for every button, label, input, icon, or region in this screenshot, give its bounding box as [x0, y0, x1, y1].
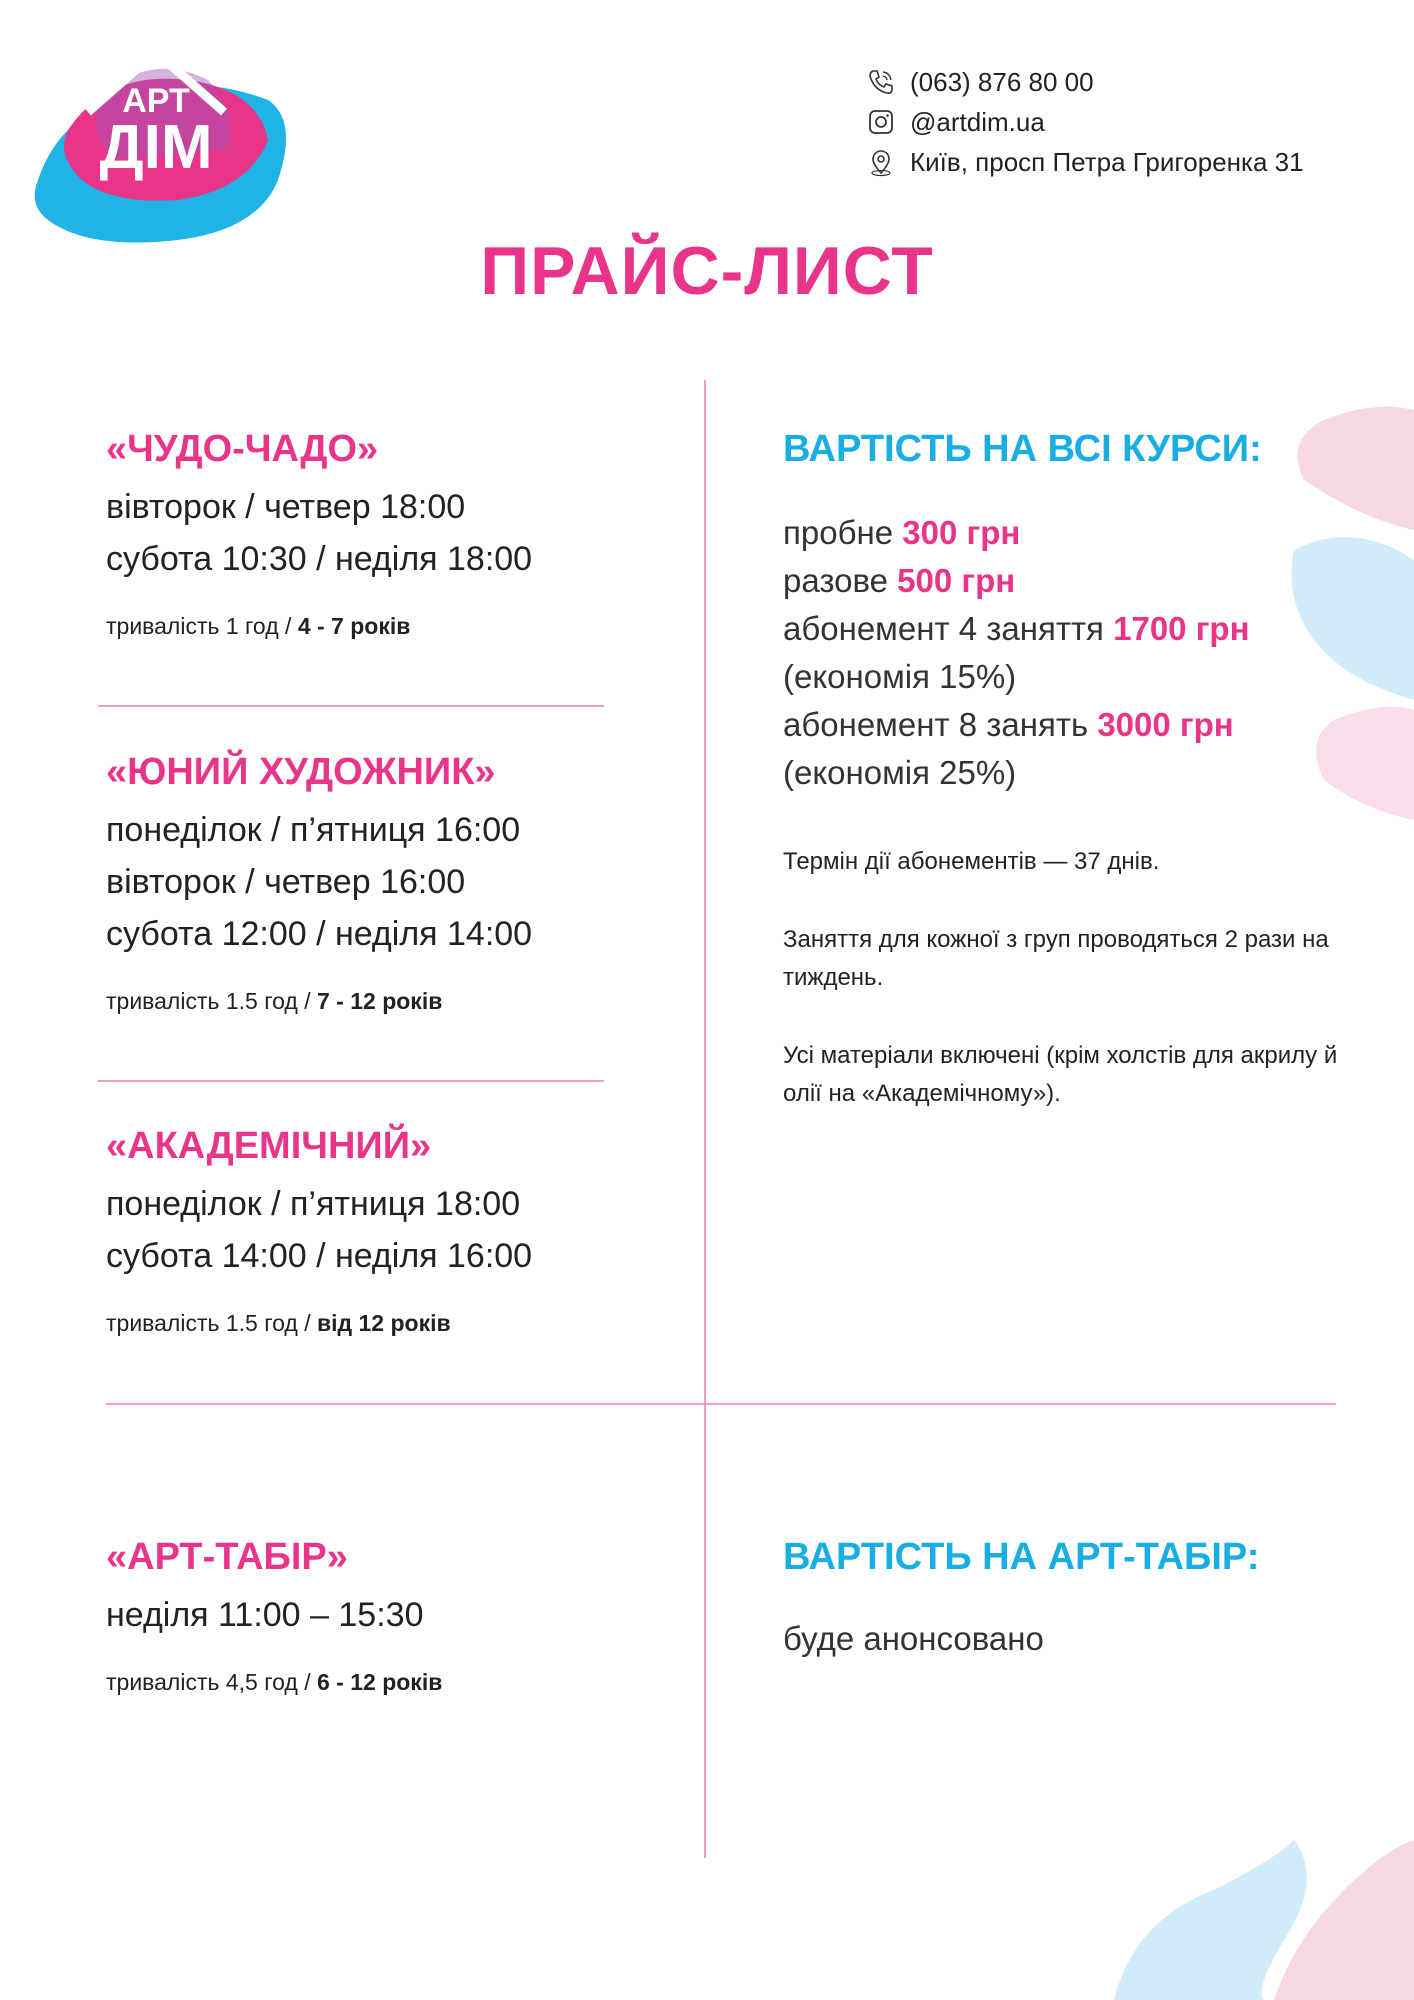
- prices-title: ВАРТІСТЬ НА ВСІ КУРСИ:: [783, 428, 1262, 470]
- camp-meta: [106, 1669, 442, 1696]
- camp-price-value: буде анонсовано: [783, 1620, 1044, 1657]
- price-label: (економія 15%): [783, 658, 1017, 695]
- divider-sections: [106, 1403, 1336, 1405]
- schedule-line: вівторок / четвер 18:00: [106, 488, 466, 526]
- schedule-line: субота 14:00 / неділя 16:00: [106, 1237, 533, 1275]
- age-text: 6 - 12 років: [317, 1669, 443, 1695]
- price-line: [783, 605, 1343, 653]
- course-title: «ЧУДО-ЧАДО»: [106, 428, 379, 470]
- phone-icon: [866, 67, 896, 97]
- price-line: [783, 653, 1343, 701]
- camp-title: «АРТ-ТАБІР»: [106, 1536, 348, 1578]
- age-text: від 12 років: [317, 1310, 451, 1336]
- duration-text: тривалість 4,5 год /: [106, 1669, 317, 1695]
- camp-schedule: неділя 11:00 – 15:30: [106, 1596, 424, 1634]
- divider-course-1: [98, 705, 604, 707]
- price-label: абонемент 4 заняття: [783, 610, 1114, 647]
- instagram-icon: [866, 107, 896, 137]
- logo-text-dim: ДІМ: [99, 113, 213, 182]
- note-text: Усі матеріали включені (крім холстів для акрилу й олії на «Академічному»).: [783, 1042, 1338, 1107]
- price-value: 500 грн: [897, 562, 1016, 599]
- price-label: разове: [783, 562, 898, 599]
- price-label: абонемент 8 занять: [783, 706, 1098, 743]
- course-block: [106, 428, 532, 640]
- price-line: [783, 557, 1343, 605]
- course-title: «ЮНИЙ ХУДОЖНИК»: [106, 751, 496, 793]
- course-meta: [106, 1310, 532, 1337]
- camp-block: [106, 1536, 442, 1696]
- price-label: (економія 25%): [783, 754, 1017, 791]
- schedule-line: понеділок / п’ятниця 16:00: [106, 811, 521, 849]
- logo-text-art: АРТ: [122, 82, 190, 120]
- instagram-text: @artdim.ua: [910, 106, 1045, 137]
- price-value: 1700 грн: [1113, 610, 1250, 647]
- course-title: «АКАДЕМІЧНИЙ»: [106, 1125, 432, 1167]
- contact-instagram[interactable]: [866, 102, 1304, 142]
- price-value: 3000 грн: [1097, 706, 1234, 743]
- paint-stroke-decoration-bottom: [1054, 1800, 1414, 2000]
- schedule-line: понеділок / п’ятниця 18:00: [106, 1185, 521, 1223]
- price-label: пробне: [783, 514, 903, 551]
- contact-phone[interactable]: [866, 62, 1304, 102]
- duration-text: тривалість 1 год /: [106, 613, 298, 639]
- phone-text: (063) 876 80 00: [910, 66, 1094, 97]
- artdim-logo: [28, 40, 298, 250]
- vertical-divider: [704, 380, 706, 1858]
- age-text: 4 - 7 років: [297, 613, 411, 639]
- price-line: [783, 509, 1343, 557]
- address-text: Київ, просп Петра Григоренка 31: [910, 146, 1304, 177]
- course-block: [106, 1125, 532, 1337]
- price-value: 300 грн: [902, 514, 1021, 551]
- price-line: [783, 701, 1343, 749]
- course-meta: [106, 988, 532, 1015]
- camp-price-title: ВАРТІСТЬ НА АРТ-ТАБІР:: [783, 1536, 1260, 1578]
- note-text: Заняття для кожної з груп проводяться 2 рази на тиждень.: [783, 926, 1329, 991]
- camp-price-block: [783, 1536, 1259, 1663]
- age-text: 7 - 12 років: [317, 988, 443, 1014]
- prices-block: [783, 428, 1343, 1153]
- location-pin-icon: [866, 147, 896, 177]
- note-text: Термін дії абонементів — 37 днів.: [783, 848, 1160, 875]
- duration-text: тривалість 1.5 год /: [106, 1310, 317, 1336]
- contact-address[interactable]: [866, 142, 1304, 182]
- page-title: ПРАЙС-ЛИСТ: [480, 233, 934, 309]
- price-line: [783, 749, 1343, 797]
- schedule-line: субота 12:00 / неділя 14:00: [106, 915, 533, 953]
- contacts-block: [866, 62, 1304, 182]
- divider-course-2: [98, 1080, 604, 1082]
- duration-text: тривалість 1.5 год /: [106, 988, 317, 1014]
- course-block: [106, 751, 532, 1015]
- schedule-line: субота 10:30 / неділя 18:00: [106, 540, 533, 578]
- schedule-line: вівторок / четвер 16:00: [106, 863, 466, 901]
- course-meta: [106, 613, 532, 640]
